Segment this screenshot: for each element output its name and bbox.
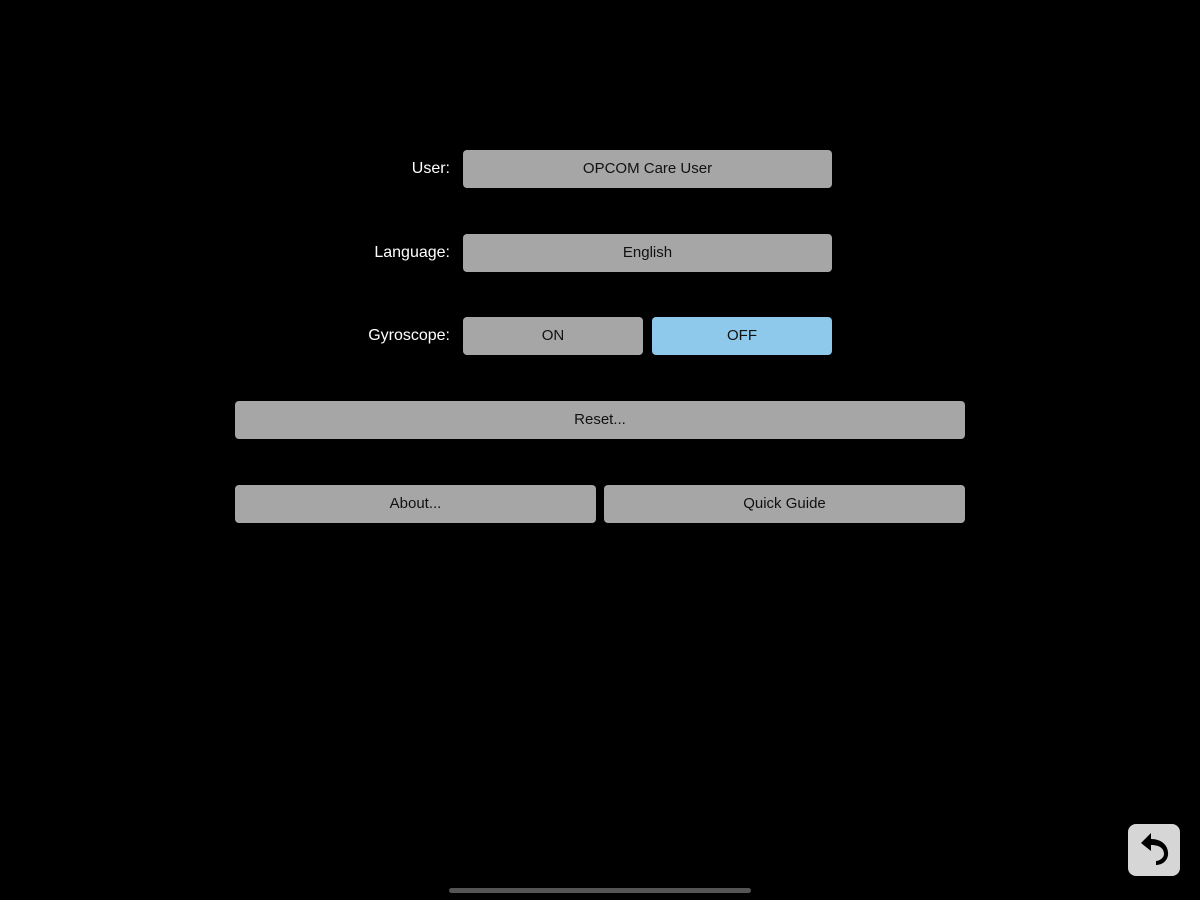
user-label: User:: [411, 160, 450, 177]
reset-button[interactable]: Reset...: [235, 401, 965, 439]
about-button[interactable]: About...: [235, 485, 596, 523]
gyroscope-on-button[interactable]: ON: [463, 317, 643, 355]
gyroscope-off-button[interactable]: OFF: [652, 317, 832, 355]
home-indicator: [449, 888, 751, 893]
gyroscope-label: Gyroscope:: [368, 327, 450, 344]
user-button[interactable]: OPCOM Care User: [463, 150, 832, 188]
language-button[interactable]: English: [463, 234, 832, 272]
language-label: Language:: [374, 244, 450, 261]
back-button[interactable]: [1128, 824, 1180, 876]
back-arrow-icon: [1135, 829, 1173, 872]
quick-guide-button[interactable]: Quick Guide: [604, 485, 965, 523]
